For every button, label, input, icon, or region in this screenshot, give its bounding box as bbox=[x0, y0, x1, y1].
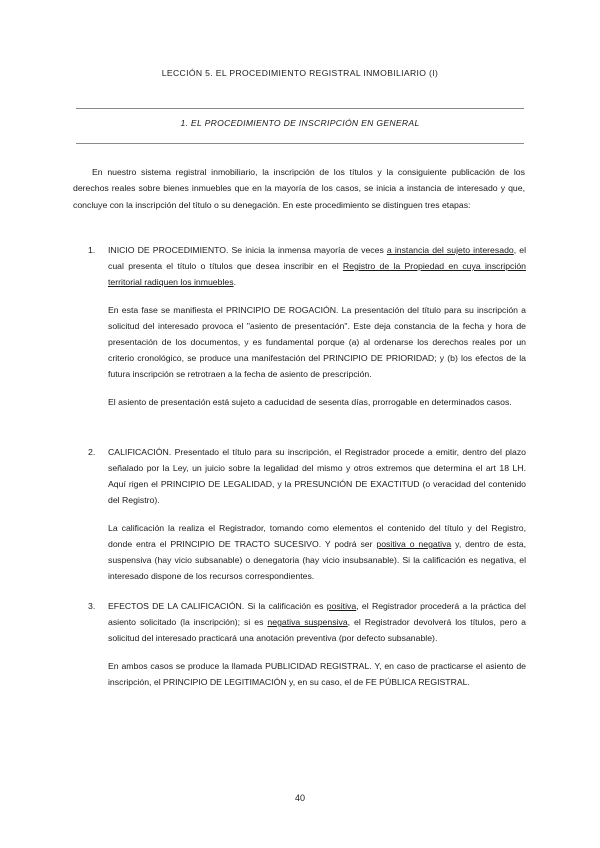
underlined-phrase: a instancia del sujeto interesado bbox=[386, 245, 514, 255]
bottom-divider bbox=[76, 143, 524, 144]
top-divider bbox=[76, 108, 524, 109]
underlined-phrase: negativa suspensiva bbox=[267, 617, 348, 627]
efectos-paragraph bbox=[108, 598, 526, 646]
inicio-paragraph bbox=[108, 242, 526, 290]
tracto-sucesivo-paragraph bbox=[108, 520, 526, 584]
rogacion-paragraph: En esta fase se manifiesta el PRINCIPIO DE ROGACIÓN. La presentación del título para su inscripción a solicitud del interesado provoca el "asiento de presentación". Este deja constancia de la fecha y hora de presentación de los documentos, y es fundamental porque (a) al ordenarse los derechos reales por un criterio cronológico, se produce una manifestación del PRINCIPIO DE PRIORIDAD; y (b) los efectos de la futura inscripción se retrotraen a la fecha de asiento de prescripción. bbox=[108, 305, 526, 379]
text-run: , el cual presenta el título o títulos que desea inscribir en el bbox=[108, 245, 526, 271]
page-number: 40 bbox=[294, 793, 305, 803]
calificacion-paragraph: CALIFICACIÓN. Presentado el título para su inscripción, el Registrador procede a emitir, dentro del plazo señalado por la Ley, un juicio sobre la legalidad del mismo y otros extremos que determina el art 18 LH. Aquí rigen el PRINCIPIO DE LEGALIDAD, y la PRESUNCIÓN DE EXACTITUD (o veracidad del contenido del Registro). bbox=[108, 447, 526, 505]
list-item-body bbox=[108, 598, 526, 690]
list-item-body bbox=[108, 444, 526, 584]
list-item-body bbox=[108, 242, 526, 410]
section-subtitle: 1. EL PROCEDIMIENTO DE INSCRIPCIÓN EN GENERAL bbox=[180, 118, 420, 128]
caducidad-paragraph: El asiento de presentación está sujeto a caducidad de sesenta días, prorrogable en determinados casos. bbox=[108, 397, 512, 407]
underlined-phrase: positiva o negativa bbox=[376, 539, 452, 549]
text-run: EFECTOS DE LA CALIFICACIÓN. Si la calificación es bbox=[108, 601, 327, 611]
text-run: INICIO DE PROCEDIMIENTO. Se inicia la inmensa mayoría de veces bbox=[108, 245, 387, 255]
list-item-number: 3. bbox=[88, 601, 96, 611]
underlined-phrase: Registro de la Propiedad en cuya inscripción territorial radiquen los inmuebles bbox=[108, 261, 526, 287]
text-run: , el Registrador procederá a la práctica del asiento solicitado (la inscripción); si es bbox=[108, 601, 526, 627]
intro-paragraph: En nuestro sistema registral inmobiliario, la inscripción de los títulos y la consiguiente publicación de los derechos reales sobre bienes inmuebles que en la mayoría de los casos, se inicia a instancia de interesado y que, concluye con la inscripción del título o su denegación. En este procedimiento se distinguen tres etapas: bbox=[73, 167, 525, 210]
lesson-title: LECCIÓN 5. EL PROCEDIMIENTO REGISTRAL INMOBILIARIO (I) bbox=[161, 68, 439, 78]
text-run: La calificación la realiza el Registrador, tomando como elementos el contenido del título y del Registro, donde entra el PRINCIPIO DE TRACTO SUCESIVO. Y podrá ser bbox=[108, 523, 526, 549]
text-run: . bbox=[233, 277, 236, 287]
list-item-number: 1. bbox=[88, 245, 96, 255]
text-run: y, dentro de esta, suspensiva (hay vicio subsanable) o denegatoria (hay vicio insubsanable). Si la calificación es negativa, el interesado dispone de los recursos correspondientes. bbox=[108, 539, 526, 581]
list-item-number: 2. bbox=[88, 447, 96, 457]
underlined-phrase: positiva bbox=[326, 601, 357, 611]
publicidad-paragraph: En ambos casos se produce la llamada PUBLICIDAD REGISTRAL. Y, en caso de practicarse el asiento de inscripción, el PRINCIPIO DE LEGITIMACIÓN y, en su caso, el de FE PÚBLICA REGISTRAL. bbox=[108, 661, 526, 687]
text-run: , el Registrador devolverá los títulos, pero a solicitud del interesado practicará una anotación preventiva (por defecto subsanable). bbox=[108, 617, 526, 643]
